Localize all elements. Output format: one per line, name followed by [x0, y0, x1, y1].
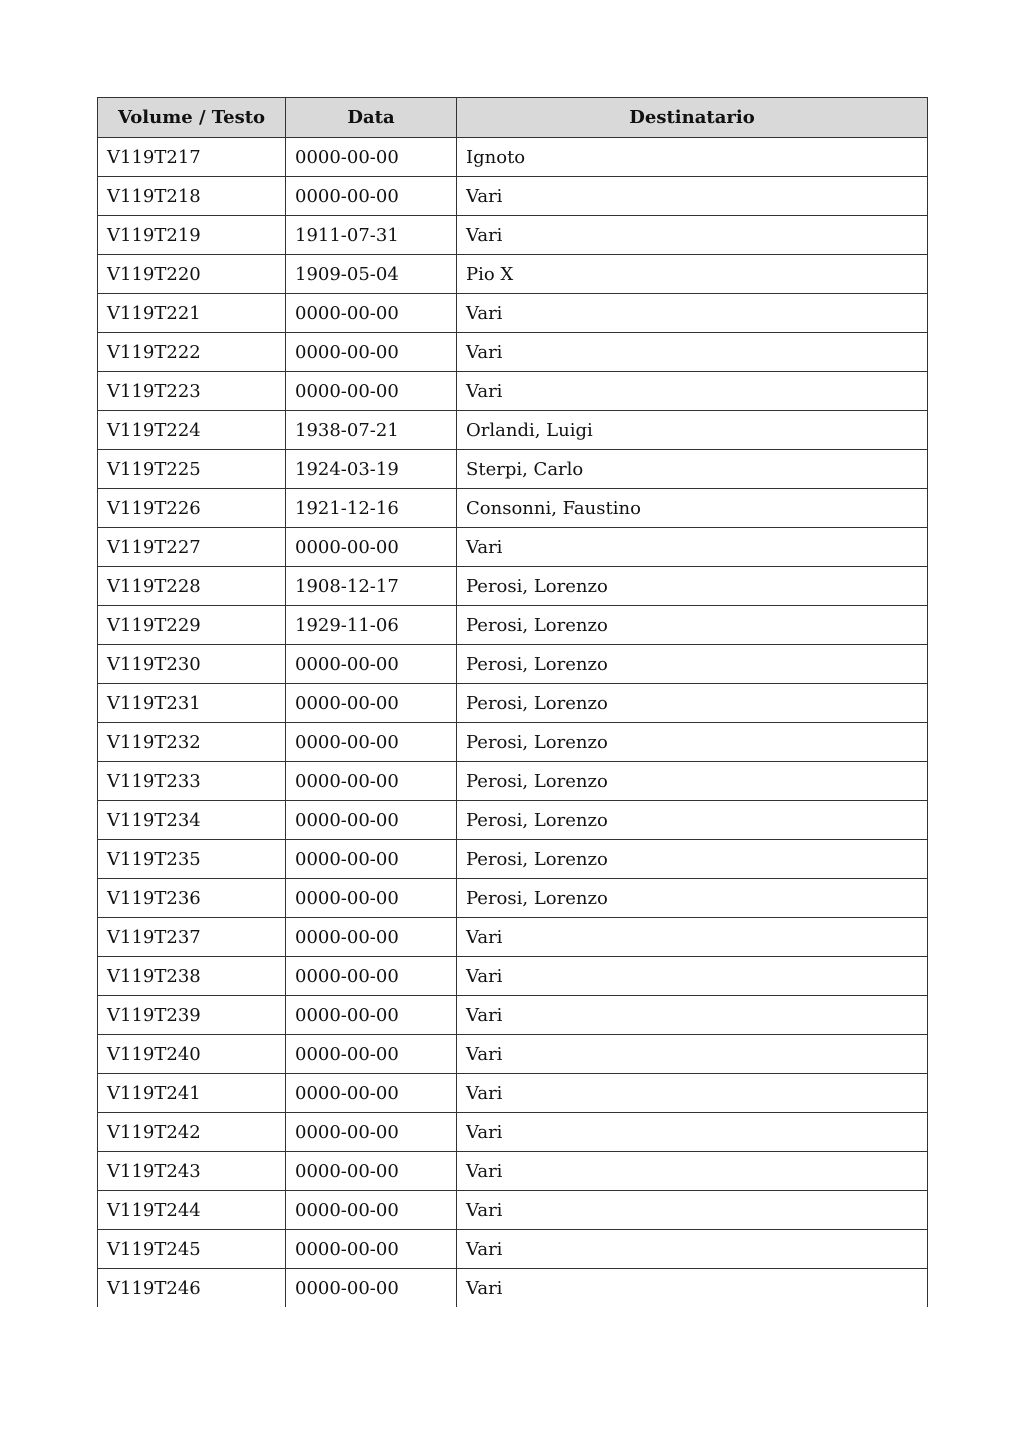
cell-volume-testo: V119T220: [98, 255, 286, 294]
cell-destinatario: Ignoto: [457, 138, 928, 177]
cell-destinatario: Perosi, Lorenzo: [457, 723, 928, 762]
cell-volume-testo: V119T243: [98, 1152, 286, 1191]
table-row: [98, 606, 928, 645]
cell-destinatario: Orlandi, Luigi: [457, 411, 928, 450]
cell-destinatario: Perosi, Lorenzo: [457, 879, 928, 918]
table-row: [98, 801, 928, 840]
cell-data: 0000-00-00: [286, 645, 457, 684]
cell-volume-testo: V119T225: [98, 450, 286, 489]
cell-volume-testo: V119T240: [98, 1035, 286, 1074]
cell-volume-testo: V119T226: [98, 489, 286, 528]
table-row: [98, 684, 928, 723]
cell-data: 0000-00-00: [286, 177, 457, 216]
cell-volume-testo: V119T234: [98, 801, 286, 840]
cell-volume-testo: V119T238: [98, 957, 286, 996]
cell-data: 1924-03-19: [286, 450, 457, 489]
cell-destinatario: Vari: [457, 1269, 928, 1308]
cell-data: 1911-07-31: [286, 216, 457, 255]
cell-destinatario: Perosi, Lorenzo: [457, 801, 928, 840]
cell-volume-testo: V119T230: [98, 645, 286, 684]
cell-destinatario: Perosi, Lorenzo: [457, 762, 928, 801]
cell-volume-testo: V119T223: [98, 372, 286, 411]
cell-data: 0000-00-00: [286, 840, 457, 879]
cell-volume-testo: V119T233: [98, 762, 286, 801]
cell-destinatario: Vari: [457, 996, 928, 1035]
cell-data: 0000-00-00: [286, 333, 457, 372]
cell-volume-testo: V119T241: [98, 1074, 286, 1113]
cell-destinatario: Vari: [457, 957, 928, 996]
table-row: [98, 1191, 928, 1230]
cell-data: 0000-00-00: [286, 918, 457, 957]
cell-volume-testo: V119T239: [98, 996, 286, 1035]
cell-destinatario: Perosi, Lorenzo: [457, 684, 928, 723]
cell-data: 0000-00-00: [286, 1113, 457, 1152]
cell-volume-testo: V119T217: [98, 138, 286, 177]
cell-volume-testo: V119T229: [98, 606, 286, 645]
table-row: [98, 450, 928, 489]
cell-destinatario: Perosi, Lorenzo: [457, 567, 928, 606]
cell-data: 0000-00-00: [286, 1035, 457, 1074]
cell-volume-testo: V119T236: [98, 879, 286, 918]
cell-destinatario: Pio X: [457, 255, 928, 294]
cell-data: 1938-07-21: [286, 411, 457, 450]
cell-data: 0000-00-00: [286, 1191, 457, 1230]
cell-volume-testo: V119T242: [98, 1113, 286, 1152]
header-volume-testo: Volume / Testo: [98, 98, 286, 138]
cell-destinatario: Perosi, Lorenzo: [457, 606, 928, 645]
cell-data: 0000-00-00: [286, 372, 457, 411]
cell-volume-testo: V119T246: [98, 1269, 286, 1308]
cell-data: 0000-00-00: [286, 528, 457, 567]
cell-destinatario: Vari: [457, 177, 928, 216]
cell-data: 0000-00-00: [286, 684, 457, 723]
letters-table: [97, 97, 928, 1307]
table-row: [98, 1074, 928, 1113]
cell-data: 0000-00-00: [286, 294, 457, 333]
table-row: [98, 840, 928, 879]
document-table-container: [97, 97, 927, 1307]
cell-destinatario: Vari: [457, 1035, 928, 1074]
cell-data: 1929-11-06: [286, 606, 457, 645]
cell-destinatario: Vari: [457, 372, 928, 411]
table-header-row: [98, 98, 928, 138]
table-body: [98, 138, 928, 1308]
cell-volume-testo: V119T235: [98, 840, 286, 879]
cell-volume-testo: V119T245: [98, 1230, 286, 1269]
table-row: [98, 294, 928, 333]
cell-volume-testo: V119T232: [98, 723, 286, 762]
cell-destinatario: Vari: [457, 294, 928, 333]
cell-data: 1909-05-04: [286, 255, 457, 294]
table-row: [98, 996, 928, 1035]
cell-volume-testo: V119T228: [98, 567, 286, 606]
cell-destinatario: Vari: [457, 1191, 928, 1230]
cell-volume-testo: V119T224: [98, 411, 286, 450]
cell-volume-testo: V119T244: [98, 1191, 286, 1230]
cell-data: 1908-12-17: [286, 567, 457, 606]
table-row: [98, 333, 928, 372]
cell-data: 0000-00-00: [286, 762, 457, 801]
cell-destinatario: Vari: [457, 333, 928, 372]
cell-data: 0000-00-00: [286, 996, 457, 1035]
table-row: [98, 762, 928, 801]
table-row: [98, 567, 928, 606]
cell-volume-testo: V119T219: [98, 216, 286, 255]
table-row: [98, 177, 928, 216]
table-row: [98, 879, 928, 918]
cell-data: 1921-12-16: [286, 489, 457, 528]
cell-destinatario: Vari: [457, 1152, 928, 1191]
cell-data: 0000-00-00: [286, 138, 457, 177]
table-row: [98, 1230, 928, 1269]
cell-volume-testo: V119T218: [98, 177, 286, 216]
table-row: [98, 918, 928, 957]
cell-volume-testo: V119T237: [98, 918, 286, 957]
cell-volume-testo: V119T227: [98, 528, 286, 567]
cell-destinatario: Vari: [457, 1230, 928, 1269]
cell-destinatario: Sterpi, Carlo: [457, 450, 928, 489]
table-row: [98, 372, 928, 411]
header-data: Data: [286, 98, 457, 138]
header-destinatario: Destinatario: [457, 98, 928, 138]
cell-volume-testo: V119T221: [98, 294, 286, 333]
cell-data: 0000-00-00: [286, 1074, 457, 1113]
table-row: [98, 1035, 928, 1074]
cell-data: 0000-00-00: [286, 1152, 457, 1191]
table-row: [98, 528, 928, 567]
cell-data: 0000-00-00: [286, 1269, 457, 1308]
cell-volume-testo: V119T231: [98, 684, 286, 723]
cell-data: 0000-00-00: [286, 957, 457, 996]
cell-data: 0000-00-00: [286, 801, 457, 840]
cell-destinatario: Vari: [457, 528, 928, 567]
table-row: [98, 216, 928, 255]
table-row: [98, 723, 928, 762]
table-row: [98, 957, 928, 996]
cell-volume-testo: V119T222: [98, 333, 286, 372]
cell-data: 0000-00-00: [286, 723, 457, 762]
cell-destinatario: Perosi, Lorenzo: [457, 840, 928, 879]
cell-data: 0000-00-00: [286, 1230, 457, 1269]
table-row: [98, 489, 928, 528]
table-row: [98, 1269, 928, 1308]
cell-destinatario: Vari: [457, 1074, 928, 1113]
table-row: [98, 138, 928, 177]
table-row: [98, 645, 928, 684]
cell-destinatario: Vari: [457, 918, 928, 957]
table-row: [98, 1152, 928, 1191]
cell-destinatario: Perosi, Lorenzo: [457, 645, 928, 684]
cell-data: 0000-00-00: [286, 879, 457, 918]
cell-destinatario: Vari: [457, 1113, 928, 1152]
cell-destinatario: Vari: [457, 216, 928, 255]
cell-destinatario: Consonni, Faustino: [457, 489, 928, 528]
table-row: [98, 1113, 928, 1152]
table-row: [98, 411, 928, 450]
table-row: [98, 255, 928, 294]
